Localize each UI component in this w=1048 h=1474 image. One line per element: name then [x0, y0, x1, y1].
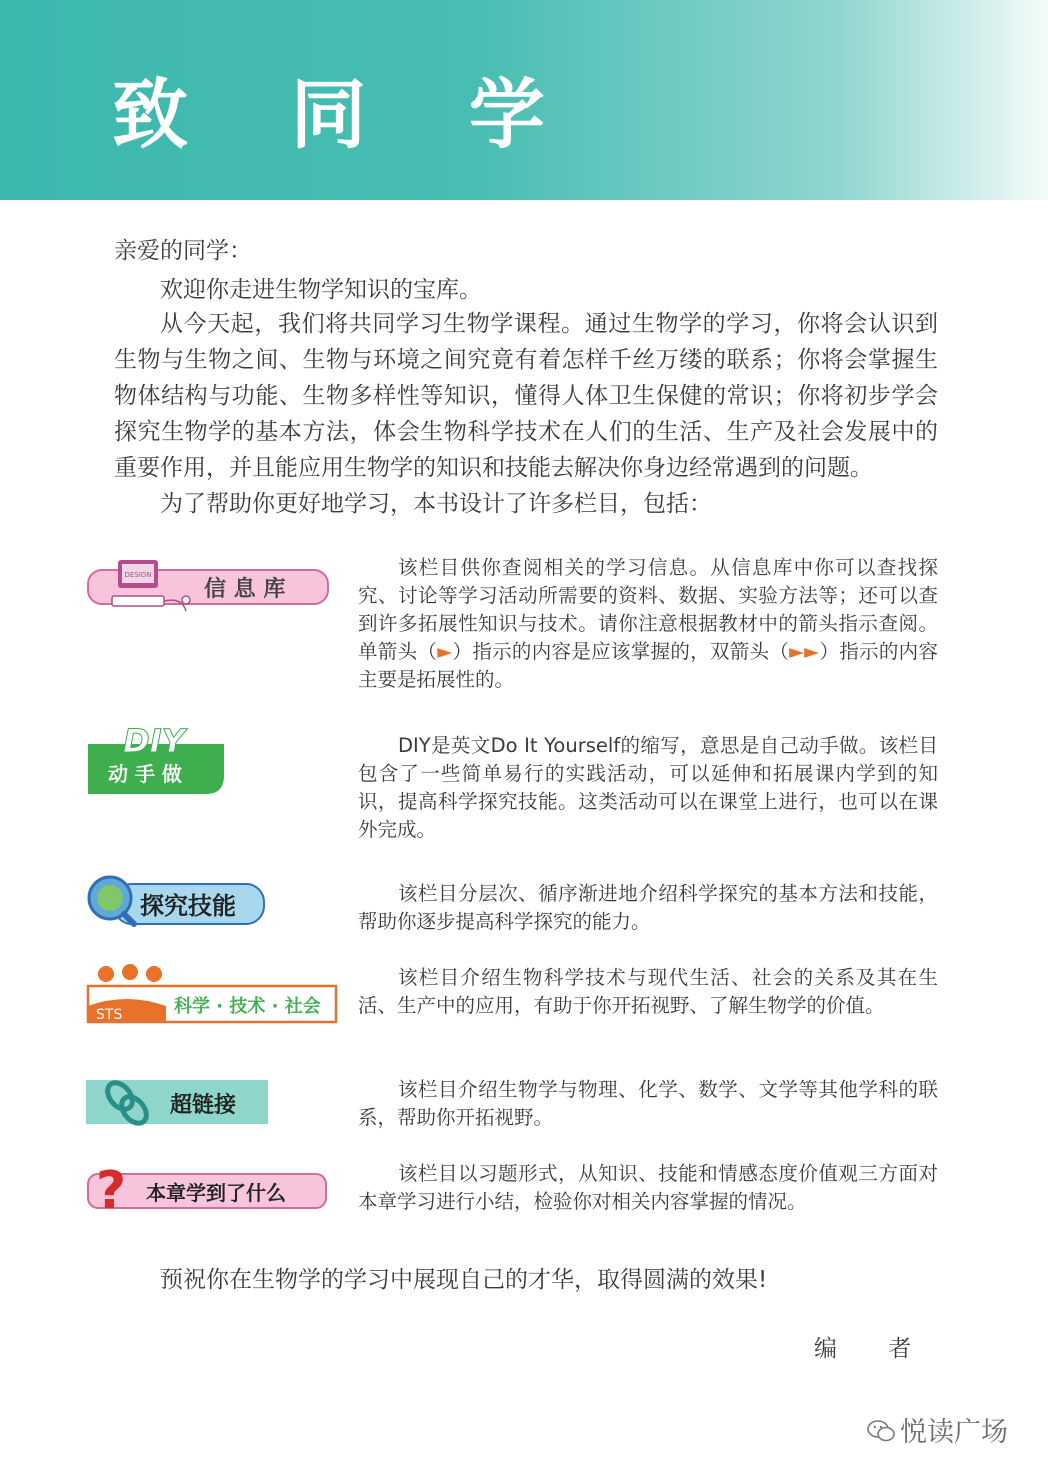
diy-description: DIY是英文Do It Yourself的缩写，意思是自己动手做。该栏目包含了一些简单易行的实践活动，可以延伸和拓展课内学到的知识，提高科学探究技能。这类活动可以在课堂上进行，也可以在课外完成。	[358, 734, 938, 841]
letter-body: 从今天起，我们将共同学习生物学课程。通过生物学的学习，你将会认识到生物与生物之间、生物与环境之间究竟有着怎样千丝万缕的联系；你将会掌握生物体结构与功能、生物多样性等知识，懂得人体卫生保健的常识；你将初步学会探究生物学的基本方法，体会生物科学技术在人们的生活、生产及社会发展中的重要作用，并且能应用生物学的知识和技能去解决你身边经常遇到的问题。	[114, 311, 938, 481]
svg-text:DESIGN: DESIGN	[124, 571, 152, 579]
hyperlink-description: 该栏目介绍生物学与物理、化学、数学、文学等其他学科的联系，帮助你开拓视野。	[358, 1078, 938, 1129]
diy-badge	[88, 726, 224, 794]
sts-label: 科学 · 技术 · 社会	[174, 996, 321, 1017]
hyperlink-badge	[86, 1076, 270, 1128]
diy-title: DIY	[123, 726, 185, 760]
double-arrow-icon: ►►	[789, 640, 820, 663]
chapter-summary-badge	[86, 1160, 330, 1216]
wechat-icon	[866, 1418, 896, 1444]
watermark	[866, 1410, 1008, 1449]
signature: 编 者	[814, 1336, 934, 1362]
hyperlink-label: 超链接	[170, 1093, 237, 1118]
magnifier-icon	[89, 877, 134, 924]
single-arrow-icon: ►	[437, 640, 453, 663]
watermark-label: 悦读广场	[900, 1417, 1008, 1448]
greeting: 亲爱的同学：	[114, 238, 252, 264]
welcome-line: 欢迎你走进生物学知识的宝库。	[160, 277, 482, 303]
sts-description: 该栏目介绍生物科学技术与现代生活、社会的关系及其在生活、生产中的应用，有助于你开拓视野、了解生物学的价值。	[358, 966, 938, 1017]
info-library-description: 该栏目供你查阅相关的学习信息。从信息库中你可以查找探究、讨论等学习活动所需要的资料、数据、实验方法等；还可以查到许多拓展性知识与技术。请你注意根据教材中的箭头指示查阅。单箭头（►）指示的内容是应该掌握的，双箭头（►►）指示的内容主要是拓展性的。	[358, 556, 938, 691]
header-banner	[0, 0, 1048, 200]
intro-line: 为了帮助你更好地学习，本书设计了许多栏目，包括：	[160, 491, 712, 517]
closing-line: 预祝你在生物学的学习中展现自己的才华，取得圆满的效果!	[160, 1267, 768, 1293]
sts-badge	[86, 964, 340, 1026]
inquiry-skills-badge	[84, 872, 268, 930]
diy-label: 动 手 做	[108, 762, 182, 786]
info-library-badge	[84, 556, 332, 616]
info-library-label: 信 息 库	[204, 577, 286, 602]
inquiry-skills-description: 该栏目分层次、循序渐进地介绍科学探究的基本方法和技能，帮助你逐步提高科学探究的能力。	[358, 882, 938, 933]
people-icon	[98, 964, 162, 982]
question-mark-icon: ?	[96, 1161, 127, 1216]
chapter-summary-label: 本章学到了什么	[146, 1181, 286, 1205]
page-title: 致 同 学	[112, 70, 583, 159]
sts-abbr: STS	[96, 1007, 123, 1023]
inquiry-skills-label: 探究技能	[140, 892, 236, 920]
chapter-summary-description: 该栏目以习题形式，从知识、技能和情感态度价值观三方面对本章学习进行小结，检验你对相关内容掌握的情况。	[358, 1162, 938, 1213]
